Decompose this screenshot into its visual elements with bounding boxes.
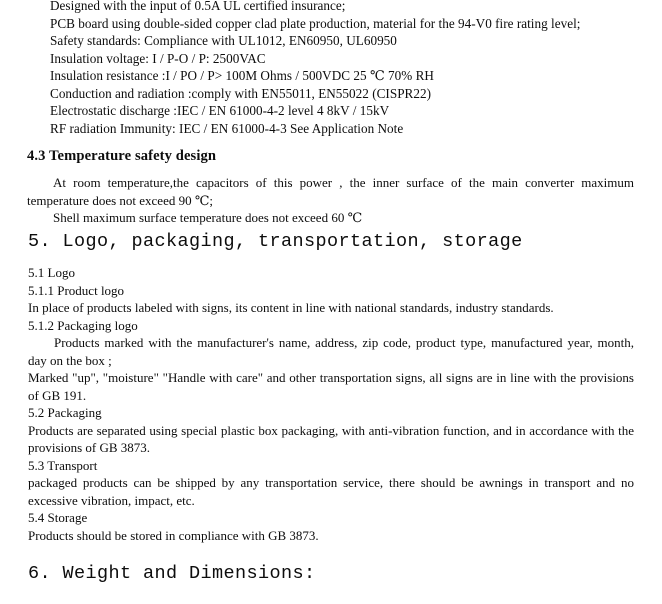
section-heading-6: 6. Weight and Dimensions: xyxy=(28,563,316,584)
spec-line: Insulation resistance :I / PO / P> 100M Ohms / 500VDC 25 ℃ 70% RH xyxy=(50,68,434,83)
spec-line: Designed with the input of 0.5A UL certified insurance; xyxy=(50,0,346,13)
spec-line: RF radiation Immunity: IEC / EN 61000-4-3 See Application Note xyxy=(50,120,404,136)
subsection-body-5-1-2-a: Products marked with the manufacturer's name, address, zip code, product type, manufactured year, month, day on the box ; xyxy=(28,335,634,368)
subsection-label-5-1: 5.1 Logo xyxy=(28,265,75,280)
spec-line: PCB board using double-sided copper clad plate production, material for the 94-V0 fire rating level; xyxy=(50,15,581,31)
spec-line: Insulation voltage: I / P-O / P: 2500VAC xyxy=(50,50,266,66)
section-4-3-paragraph-2: Shell maximum surface temperature does not exceed 60 ℃ xyxy=(53,210,363,225)
subsection-label-5-4: 5.4 Storage xyxy=(28,510,88,525)
section-heading-4-3: 4.3 Temperature safety design xyxy=(27,148,217,164)
subsection-label-5-1-2: 5.1.2 Packaging logo xyxy=(28,317,138,333)
spec-line: Conduction and radiation :comply with EN55011, EN55022 (CISPR22) xyxy=(50,85,431,101)
section-4-3-paragraph-1: At room temperature,the capacitors of this power , the inner surface of the main converter maximum temperature does not exceed 90 ℃; xyxy=(27,175,634,208)
subsection-body-5-2: Products are separated using special plastic box packaging, with anti-vibration function, and in accordance with the provisions of GB 3873. xyxy=(28,422,634,455)
spec-line: Electrostatic discharge :IEC / EN 61000-4-2 level 4 8kV / 15kV xyxy=(50,103,390,118)
subsection-body-5-3: packaged products can be shipped by any transportation service, there should be awnings in transport and no excessive vibration, impact, etc. xyxy=(28,475,634,508)
subsection-label-5-1-1: 5.1.1 Product logo xyxy=(28,282,125,298)
subsection-body-5-4: Products should be stored in compliance with GB 3873. xyxy=(28,527,319,543)
specification-list xyxy=(50,0,650,137)
subsection-body-5-1-1: In place of products labeled with signs, its content in line with national standards, industry standards. xyxy=(28,300,554,315)
spec-line: Safety standards: Compliance with UL1012, EN60950, UL60950 xyxy=(50,33,397,48)
subsection-label-5-3: 5.3 Transport xyxy=(28,457,98,473)
section-heading-5: 5. Logo, packaging, transportation, storage xyxy=(28,231,523,252)
subsection-label-5-2: 5.2 Packaging xyxy=(28,405,102,420)
subsection-body-5-1-2-b: Marked "up", "moisture" "Handle with care" and other transportation signs, all signs are in line with the provisions of GB 191. xyxy=(28,370,634,403)
section-5-content xyxy=(28,264,634,544)
